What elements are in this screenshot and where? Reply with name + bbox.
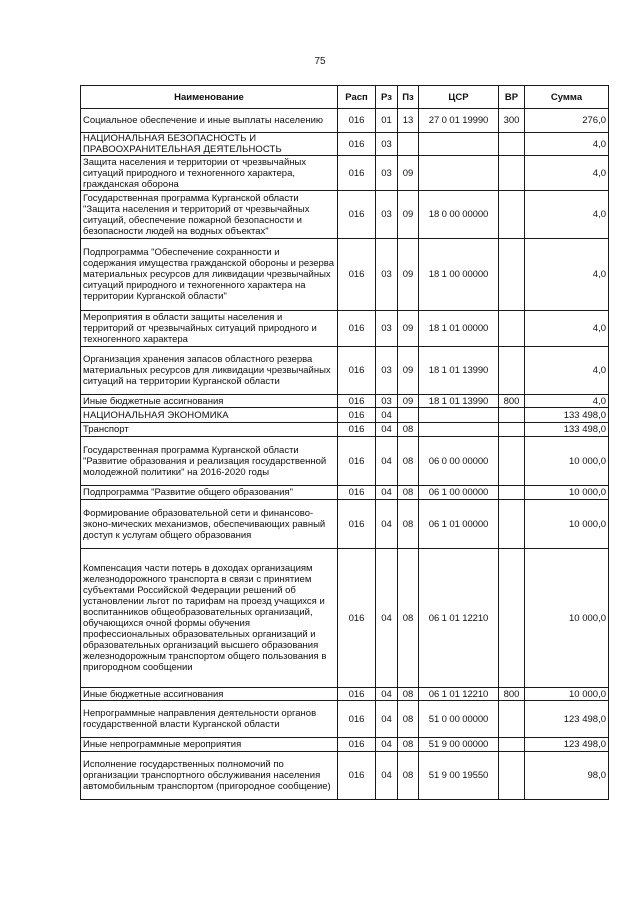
row-rasp: 016 [338, 109, 376, 133]
table-header-row [81, 86, 609, 109]
row-name: НАЦИОНАЛЬНАЯ БЕЗОПАСНОСТЬ И ПРАВООХРАНИТЕЛЬНАЯ ДЕЯТЕЛЬНОСТЬ [81, 133, 338, 156]
row-summa: 10 000,0 [525, 688, 609, 701]
row-csr [419, 133, 499, 156]
row-csr: 18 0 00 00000 [419, 191, 499, 239]
row-vr [499, 500, 525, 549]
row-summa: 98,0 [525, 752, 609, 800]
table-row [81, 549, 609, 688]
header-vr: ВР [499, 86, 525, 109]
row-vr [499, 701, 525, 738]
table-row [81, 701, 609, 738]
row-rz: 03 [376, 191, 398, 239]
row-vr [499, 486, 525, 500]
row-pz: 09 [398, 395, 419, 408]
row-pz: 09 [398, 239, 419, 311]
row-rz: 04 [376, 752, 398, 800]
row-vr [499, 239, 525, 311]
row-csr: 06 1 00 00000 [419, 486, 499, 500]
row-csr [419, 156, 499, 191]
header-rz: Рз [376, 86, 398, 109]
row-vr [499, 738, 525, 752]
row-rasp: 016 [338, 486, 376, 500]
row-summa: 10 000,0 [525, 549, 609, 688]
row-rz: 03 [376, 347, 398, 395]
row-vr [499, 437, 525, 486]
row-rasp: 016 [338, 347, 376, 395]
row-rasp: 016 [338, 311, 376, 347]
row-summa: 276,0 [525, 109, 609, 133]
row-name: Социальное обеспечение и иные выплаты населению [81, 109, 338, 133]
row-pz: 09 [398, 347, 419, 395]
row-summa: 10 000,0 [525, 437, 609, 486]
header-pz: Пз [398, 86, 419, 109]
row-pz [398, 408, 419, 423]
table-row [81, 752, 609, 800]
header-name: Наименование [81, 86, 338, 109]
row-csr: 18 1 00 00000 [419, 239, 499, 311]
row-csr: 06 1 01 12210 [419, 688, 499, 701]
row-pz: 08 [398, 752, 419, 800]
row-summa: 4,0 [525, 133, 609, 156]
row-summa: 4,0 [525, 239, 609, 311]
row-name: Государственная программа Курганской области "Защита населения и территорий от чрезвычайных ситуаций, обеспечение пожарной безопасности и безопасности людей на водных объектах" [81, 191, 338, 239]
row-pz: 08 [398, 549, 419, 688]
row-csr: 51 0 00 00000 [419, 701, 499, 738]
row-rasp: 016 [338, 500, 376, 549]
row-pz: 08 [398, 738, 419, 752]
row-rasp: 016 [338, 156, 376, 191]
row-vr [499, 156, 525, 191]
table-row [81, 239, 609, 311]
row-pz: 09 [398, 311, 419, 347]
row-csr: 06 1 01 00000 [419, 500, 499, 549]
row-name: Исполнение государственных полномочий по организации транспортного обслуживания населения автомобильным транспортом (пригородное сообщение) [81, 752, 338, 800]
row-rz: 03 [376, 239, 398, 311]
row-vr [499, 133, 525, 156]
row-summa: 10 000,0 [525, 486, 609, 500]
row-rasp: 016 [338, 752, 376, 800]
row-summa: 4,0 [525, 395, 609, 408]
row-name: Организация хранения запасов областного резерва материальных ресурсов для ликвидации чрезвычайных ситуаций на территории Курганской области [81, 347, 338, 395]
row-name: Подпрограмма "Обеспечение сохранности и содержания имущества гражданской обороны и резерва материальных ресурсов для ликвидации чрезвычайных ситуаций природного и техногенного характера на территории Курганской области" [81, 239, 338, 311]
row-rasp: 016 [338, 408, 376, 423]
table-row [81, 437, 609, 486]
row-csr: 51 9 00 00000 [419, 738, 499, 752]
row-summa: 123 498,0 [525, 738, 609, 752]
page-number: 75 [314, 56, 326, 67]
row-rz: 03 [376, 395, 398, 408]
row-name: Иные непрограммные мероприятия [81, 738, 338, 752]
row-name: Компенсация части потерь в доходах организациям железнодорожного транспорта в связи с принятием субъектами Российской Федерации решений об установлении льгот по тарифам на проезд учащихся и воспитанников общеобразовательных организаций, обучающихся очной формы обучения профессиональных образовательных организаций и образовательных организаций высшего образования железнодорожным транспортом общего пользования в пригородном сообщении [81, 549, 338, 688]
row-summa: 133 498,0 [525, 423, 609, 437]
row-name: Иные бюджетные ассигнования [81, 395, 338, 408]
row-csr: 18 1 01 00000 [419, 311, 499, 347]
table-row [81, 500, 609, 549]
row-csr: 06 0 00 00000 [419, 437, 499, 486]
row-csr: 51 9 00 19550 [419, 752, 499, 800]
table-row [81, 191, 609, 239]
row-pz: 08 [398, 423, 419, 437]
row-rz: 01 [376, 109, 398, 133]
row-csr: 18 1 01 13990 [419, 395, 499, 408]
row-pz: 08 [398, 688, 419, 701]
table-row [81, 133, 609, 156]
budget-table [80, 85, 609, 800]
row-csr [419, 408, 499, 423]
row-rasp: 016 [338, 423, 376, 437]
row-rasp: 016 [338, 437, 376, 486]
row-vr: 300 [499, 109, 525, 133]
row-rz: 04 [376, 701, 398, 738]
row-name: Защита населения и территории от чрезвычайных ситуаций природного и техногенного характера, гражданская оборона [81, 156, 338, 191]
row-rz: 03 [376, 133, 398, 156]
row-pz: 08 [398, 500, 419, 549]
row-rasp: 016 [338, 395, 376, 408]
row-pz: 08 [398, 437, 419, 486]
row-rasp: 016 [338, 239, 376, 311]
row-name: Государственная программа Курганской области "Развитие образования и реализация государственной молодежной политики" на 2016-2020 годы [81, 437, 338, 486]
row-name: Непрограммные направления деятельности органов государственной власти Курганской области [81, 701, 338, 738]
table-row [81, 395, 609, 408]
row-pz: 09 [398, 156, 419, 191]
table-row [81, 688, 609, 701]
table-row [81, 311, 609, 347]
row-name: НАЦИОНАЛЬНАЯ ЭКОНОМИКА [81, 408, 338, 423]
row-rasp: 016 [338, 688, 376, 701]
row-pz: 08 [398, 486, 419, 500]
row-vr: 800 [499, 688, 525, 701]
row-summa: 133 498,0 [525, 408, 609, 423]
row-rasp: 016 [338, 701, 376, 738]
row-csr: 27 0 01 19990 [419, 109, 499, 133]
row-name: Формирование образовательной сети и финансово-эконо-мических механизмов, обеспечивающих равный доступ к услугам общего образования [81, 500, 338, 549]
header-csr: ЦСР [419, 86, 499, 109]
row-rasp: 016 [338, 133, 376, 156]
row-rasp: 016 [338, 549, 376, 688]
row-summa: 4,0 [525, 347, 609, 395]
row-name: Подпрограмма "Развитие общего образования" [81, 486, 338, 500]
table-row [81, 738, 609, 752]
row-pz [398, 133, 419, 156]
row-summa: 4,0 [525, 156, 609, 191]
table-row [81, 156, 609, 191]
header-summa: Сумма [525, 86, 609, 109]
row-summa: 4,0 [525, 191, 609, 239]
row-rz: 03 [376, 156, 398, 191]
row-rz: 04 [376, 500, 398, 549]
row-rz: 04 [376, 437, 398, 486]
row-vr [499, 549, 525, 688]
row-rasp: 016 [338, 738, 376, 752]
row-pz: 09 [398, 191, 419, 239]
row-summa: 123 498,0 [525, 701, 609, 738]
row-rz: 04 [376, 738, 398, 752]
row-csr: 18 1 01 13990 [419, 347, 499, 395]
row-vr [499, 423, 525, 437]
row-summa: 4,0 [525, 311, 609, 347]
row-pz: 13 [398, 109, 419, 133]
table-row [81, 109, 609, 133]
row-rasp: 016 [338, 191, 376, 239]
row-rz: 03 [376, 311, 398, 347]
row-vr [499, 191, 525, 239]
row-csr [419, 423, 499, 437]
table-row [81, 423, 609, 437]
row-rz: 04 [376, 549, 398, 688]
row-vr [499, 311, 525, 347]
row-name: Мероприятия в области защиты населения и территорий от чрезвычайных ситуаций природного и техногенного характера [81, 311, 338, 347]
table-row [81, 347, 609, 395]
row-pz: 08 [398, 701, 419, 738]
row-name: Иные бюджетные ассигнования [81, 688, 338, 701]
row-vr [499, 408, 525, 423]
header-rasp: Расп [338, 86, 376, 109]
row-vr: 800 [499, 395, 525, 408]
table-row [81, 408, 609, 423]
row-name: Транспорт [81, 423, 338, 437]
row-summa: 10 000,0 [525, 500, 609, 549]
row-csr: 06 1 01 12210 [419, 549, 499, 688]
row-vr [499, 347, 525, 395]
row-vr [499, 752, 525, 800]
row-rz: 04 [376, 486, 398, 500]
row-rz: 04 [376, 408, 398, 423]
row-rz: 04 [376, 688, 398, 701]
row-rz: 04 [376, 423, 398, 437]
table-row [81, 486, 609, 500]
